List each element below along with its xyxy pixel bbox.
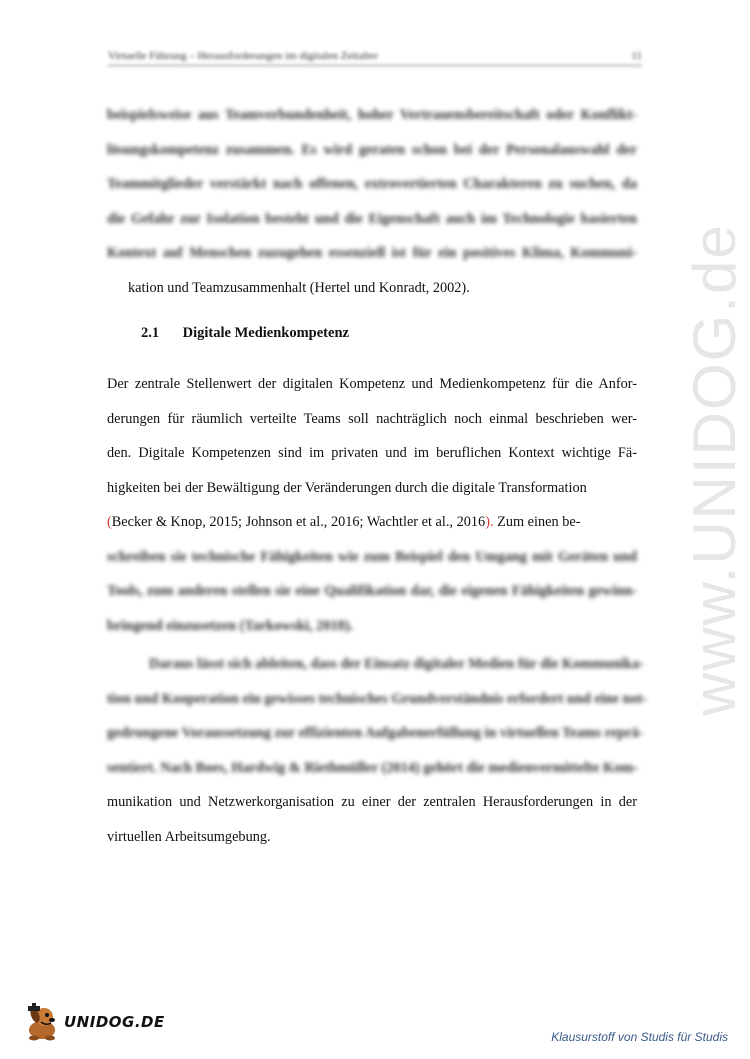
paragraph-1: [107, 98, 637, 305]
footer-tagline: Klausurstoff von Studis für Studis: [551, 1030, 728, 1044]
section-number: 2.1: [141, 325, 160, 341]
citation-open-paren: (: [107, 514, 112, 530]
text-line: tion und Kooperation ein gewisses technisches Grundverständnis erfordert und eine not-: [107, 690, 648, 707]
paragraph-3: [107, 647, 648, 854]
logo-text: UNIDOG.DE: [64, 1013, 165, 1031]
text-line: munikation und Netzwerkorganisation zu einer der zentralen Herausforderungen in der: [107, 794, 637, 810]
dog-mascot-icon: [22, 1002, 62, 1042]
unidog-logo[interactable]: [22, 1002, 165, 1042]
section-title: Digitale Medienkompetenz: [182, 325, 349, 341]
text-line: Teammitglieder verstärkt nach offenen, extrovertierten Charakteren zu suchen, da: [107, 176, 637, 192]
text-line: Daraus lässt sich ableiten, dass der Einsatz digitaler Medien für die Kommunika-: [149, 656, 644, 672]
section-heading: [141, 325, 349, 342]
text-continuation: Zum einen be-: [493, 514, 581, 530]
text-line: schreiben sie technische Fähigkeiten wie zum Beispiel den Umgang mit Geräten und: [107, 548, 637, 565]
text-line: Tools, zum anderen stellen sie eine Qualifikation dar, die eigenen Fähigkeiten gewinn-: [107, 583, 637, 599]
text-line-citation: [107, 505, 637, 540]
text-line: Kontext auf Menschen zuzugehen essenziell ist für ein positives Klima, Kommuni-: [107, 245, 637, 261]
text-line: lösungskompetenz zusammen. Es wird geraten schon bei der Personalauswahl der: [107, 141, 637, 158]
text-line: gedrungene Voraussetzung zur effizienten Aufgabenerfüllung in virtuellen Teams reprä-: [107, 725, 644, 741]
paragraph-2: [107, 367, 637, 643]
text-line: virtuellen Arbeitsumgebung.: [107, 828, 271, 845]
citation-text: Becker & Knop, 2015; Johnson et al., 2016; Wachtler et al., 2016: [111, 514, 486, 530]
watermark: www.UNIDOG.de: [681, 223, 748, 716]
header-title: Virtuelle Führung – Herausforderungen im digitalen Zeitalter: [108, 50, 378, 62]
text-line: sentiert. Nach Boes, Hardwig & Riethmüller (2014) gehört die medienvermittelte Kom-: [107, 759, 638, 776]
text-line: den. Digitale Kompetenzen sind im privaten und im beruflichen Kontext wichtige Fä-: [107, 445, 637, 461]
citation-close-paren: ).: [485, 514, 494, 530]
text-line: die Gefahr zur Isolation besteht und die Eigenschaft auch im Technologie basierten: [107, 210, 637, 227]
text-line: derungen für räumlich verteilte Teams soll nachträglich noch einmal beschrieben wer-: [107, 410, 637, 427]
text-line: Der zentrale Stellenwert der digitalen Kompetenz und Medienkompetenz für die Anfor-: [107, 376, 637, 392]
page-number: 11: [631, 50, 642, 62]
running-header: [108, 50, 642, 66]
text-line: kation und Teamzusammenhalt (Hertel und Konradt, 2002).: [128, 279, 470, 296]
text-line: beispielsweise aus Teamverbundenheit, hoher Vertrauensbereitschaft oder Konflikt-: [107, 107, 637, 123]
text-line: bringend einzusetzen (Tarkowski, 2018).: [107, 617, 354, 634]
text-line: higkeiten bei der Bewältigung der Veränderungen durch die digitale Transformation: [107, 479, 587, 496]
